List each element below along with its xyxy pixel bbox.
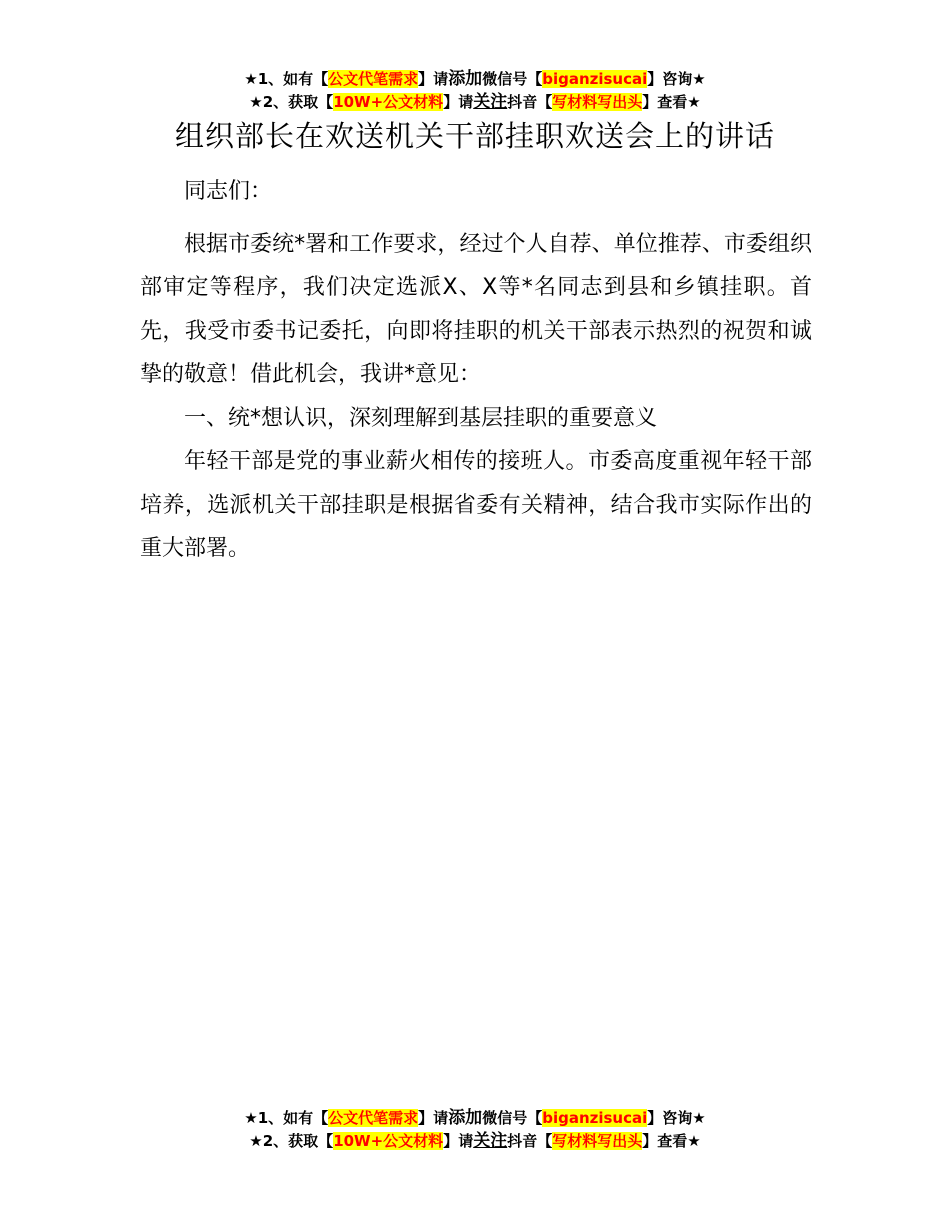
wechat-id-highlight: biganzisucai xyxy=(542,70,648,88)
document-title: 组织部长在欢送机关干部挂职欢送会上的讲话 xyxy=(174,119,775,153)
promo-text: 微信号【 xyxy=(482,70,543,88)
promo-line-2 xyxy=(0,91,950,114)
promo-text: 抖音【 xyxy=(507,1132,553,1150)
section-heading: 一、统*想认识，深刻理解到基层挂职的重要意义 xyxy=(184,405,658,431)
promo-text: ★2、获取【 xyxy=(249,1132,334,1150)
douyin-id-highlight: 写材料写出头 xyxy=(552,1132,643,1150)
body-paragraph: 根据市委统*署和工作要求，经过个人自荐、单位推荐、市委组织部审定等程序，我们决定选派X、X等*名同志到县和乡镇挂职。首先，我受市委书记委托，向即将挂职的机关干部表示热烈的祝贺和诚挚的敬意！借此机会，我讲*意见： xyxy=(140,231,812,387)
promo-text: 】咨询★ xyxy=(647,1109,706,1127)
material-highlight: 10W+公文材料 xyxy=(333,93,444,111)
promo-text: ★1、如有【 xyxy=(244,70,329,88)
promo-text: 抖音【 xyxy=(507,93,553,111)
promo-text: 】请 xyxy=(418,70,449,88)
header-promo-banner xyxy=(0,68,950,114)
promo-text: 微信号【 xyxy=(482,1109,543,1127)
document-body xyxy=(140,170,812,571)
service-highlight: 公文代笔需求 xyxy=(328,70,419,88)
promo-text: 】请 xyxy=(418,1109,449,1127)
promo-emphasis: 关注 xyxy=(473,1131,508,1151)
promo-text: ★1、如有【 xyxy=(244,1109,329,1127)
promo-text: 】咨询★ xyxy=(647,70,706,88)
promo-text: 】请 xyxy=(443,93,474,111)
promo-line-1 xyxy=(0,1107,950,1130)
promo-emphasis: 添加 xyxy=(448,1108,483,1128)
wechat-id-highlight: biganzisucai xyxy=(542,1109,648,1127)
promo-emphasis: 添加 xyxy=(448,69,483,89)
greeting: 同志们： xyxy=(184,179,273,204)
promo-line-2 xyxy=(0,1130,950,1153)
footer-promo-banner xyxy=(0,1107,950,1153)
material-highlight: 10W+公文材料 xyxy=(333,1132,444,1150)
promo-emphasis: 关注 xyxy=(473,92,508,112)
body-paragraph: 年轻干部是党的事业薪火相传的接班人。市委高度重视年轻干部培养，选派机关干部挂职是根据省委有关精神，结合我市实际作出的重大部署。 xyxy=(140,449,812,561)
service-highlight: 公文代笔需求 xyxy=(328,1109,419,1127)
promo-text: ★2、获取【 xyxy=(249,93,334,111)
promo-text: 】请 xyxy=(443,1132,474,1150)
promo-text: 】查看★ xyxy=(642,1132,701,1150)
douyin-id-highlight: 写材料写出头 xyxy=(552,93,643,111)
promo-text: 】查看★ xyxy=(642,93,701,111)
promo-line-1 xyxy=(0,68,950,91)
